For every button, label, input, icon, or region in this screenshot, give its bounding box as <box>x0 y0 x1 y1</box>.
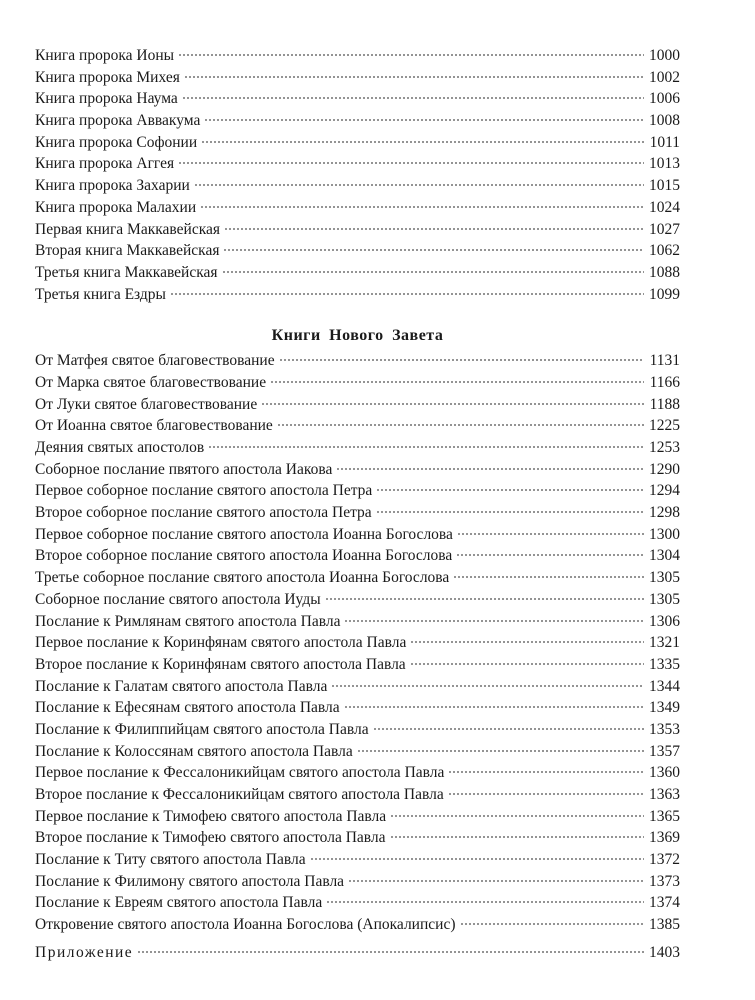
dot-leader <box>410 640 644 644</box>
toc-entry-page: 1335 <box>649 655 680 673</box>
toc-entry-title: От Иоанна святое благовествование <box>35 417 273 435</box>
dot-leader <box>331 684 644 688</box>
toc-entry-title: Послание к Филимону святого апостола Павла <box>35 872 345 890</box>
toc-entry-page: 1294 <box>649 482 680 500</box>
toc-entry-appendix[interactable] <box>35 942 680 964</box>
toc-entry-page: 1166 <box>649 373 680 391</box>
dot-leader <box>277 423 644 427</box>
toc-entry[interactable] <box>35 437 680 459</box>
toc-entry-page: 1403 <box>649 943 680 961</box>
toc-entry-page: 1365 <box>649 807 680 825</box>
toc-entry-page: 1344 <box>649 677 680 695</box>
dot-leader <box>208 445 644 449</box>
toc-entry[interactable] <box>35 175 680 197</box>
toc-entry-title: От Луки святое благовествование <box>35 395 258 413</box>
toc-entry-page: 1385 <box>649 916 680 934</box>
toc-entry[interactable] <box>35 892 680 914</box>
toc-entry[interactable] <box>35 110 680 132</box>
toc-entry[interactable] <box>35 719 680 741</box>
section-heading-new-testament: Книги Нового Завета <box>271 327 444 345</box>
toc-entry-page: 1357 <box>649 742 680 760</box>
dot-leader <box>137 950 644 954</box>
toc-entry[interactable] <box>35 459 680 481</box>
dot-leader <box>453 575 644 579</box>
toc-entry-page: 1099 <box>649 285 680 303</box>
toc-entry-page: 1225 <box>649 417 680 435</box>
toc-entry-title: Второе послание к Тимофею святого апостола Павла <box>35 829 386 847</box>
toc-entry[interactable] <box>35 871 680 893</box>
toc-entry-title: Третья книга Ездры <box>35 285 166 303</box>
toc-entry-title: Послание к Филиппийцам святого апостола Павла <box>35 720 369 738</box>
toc-entry[interactable] <box>35 697 680 719</box>
toc-entry-title: Первое послание к Фессалоникийцам святого апостола Павла <box>35 764 445 782</box>
dot-leader <box>223 248 644 252</box>
toc-entry-page: 1024 <box>649 198 680 216</box>
toc-entry[interactable] <box>35 762 680 784</box>
toc-entry-page: 1374 <box>649 894 680 912</box>
toc-entry-page: 1349 <box>649 699 680 717</box>
dot-leader <box>460 922 645 926</box>
dot-leader <box>357 749 644 753</box>
toc-entry[interactable] <box>35 415 680 437</box>
toc-entry[interactable] <box>35 611 680 633</box>
toc-entry-title: Послание к Ефесянам святого апостола Павла <box>35 699 340 717</box>
toc-entry-title: Книга пророка Софонии <box>35 133 198 151</box>
dot-leader <box>261 402 644 406</box>
toc-entry-title: Первая книга Маккавейская <box>35 220 221 238</box>
dot-leader <box>194 183 644 187</box>
dot-leader <box>184 75 644 79</box>
toc-entry[interactable] <box>35 88 680 110</box>
toc-entry-page: 1321 <box>649 634 680 652</box>
toc-entry[interactable] <box>35 676 680 698</box>
toc-entry-page: 1006 <box>649 90 680 108</box>
toc-entry-title: Второе послание к Коринфянам святого апостола Павла <box>35 655 406 673</box>
dot-leader <box>170 292 644 296</box>
toc-entry-page: 1369 <box>649 829 680 847</box>
dot-leader <box>344 705 644 709</box>
toc-entry-page: 1015 <box>649 177 680 195</box>
toc-entry-page: 1360 <box>649 764 680 782</box>
toc-entry-title: Книга пророка Аввакума <box>35 112 201 130</box>
toc-entry-title: Второе соборное послание святого апостола Петра <box>35 504 372 522</box>
toc-entry-page: 1027 <box>649 220 680 238</box>
toc-entry-page: 1306 <box>649 612 680 630</box>
toc-entry-page: 1305 <box>649 569 680 587</box>
toc-entry[interactable] <box>35 197 680 219</box>
toc-entry-page: 1000 <box>649 47 680 64</box>
dot-leader <box>410 662 644 666</box>
dot-leader <box>448 770 644 774</box>
toc-entry[interactable] <box>35 372 680 394</box>
dot-leader <box>325 597 644 601</box>
toc-entry-page: 1008 <box>649 112 680 130</box>
toc-entry-title: Третья книга Маккавейская <box>35 263 218 281</box>
toc-entry-page: 1011 <box>649 133 680 151</box>
old-testament-list <box>35 45 680 305</box>
toc-entry[interactable] <box>35 219 680 241</box>
toc-entry[interactable] <box>35 654 680 676</box>
dot-leader <box>344 619 644 623</box>
toc-entry[interactable] <box>35 827 680 849</box>
toc-entry-page: 1305 <box>649 590 680 608</box>
toc-entry[interactable] <box>35 502 680 524</box>
dot-leader <box>326 900 644 904</box>
toc-entry[interactable] <box>35 262 680 284</box>
dot-leader <box>310 857 644 861</box>
toc-entry-page: 1013 <box>649 155 680 173</box>
toc-entry[interactable] <box>35 567 680 589</box>
dot-leader <box>456 553 644 557</box>
toc-entry[interactable] <box>35 632 680 654</box>
toc-entry-page: 1300 <box>649 525 680 543</box>
toc-entry[interactable] <box>35 240 680 262</box>
toc-entry[interactable] <box>35 545 680 567</box>
toc-entry-page: 1373 <box>649 872 680 890</box>
toc-entry[interactable] <box>35 45 680 67</box>
toc-entry-title: Соборное послание пвятого апостола Иакова <box>35 460 333 478</box>
toc-entry[interactable] <box>35 849 680 871</box>
toc-entry-title: Откровение святого апостола Иоанна Богослова (Апокалипсис) <box>35 916 456 934</box>
dot-leader <box>348 879 644 883</box>
dot-leader <box>390 835 644 839</box>
dot-leader <box>279 358 644 362</box>
dot-leader <box>204 118 644 122</box>
toc-entry-title: Второе послание к Фессалоникийцам святого апостола Павла <box>35 786 444 803</box>
toc-entry-page: 1298 <box>649 504 680 522</box>
toc-entry-title: Соборное послание святого апостола Иуды <box>35 590 321 608</box>
dot-leader <box>376 488 644 492</box>
dot-leader <box>182 96 644 100</box>
toc-entry-title: Книга пророка Наума <box>35 90 178 108</box>
toc-entry-title: Послание к Галатам святого апостола Павла <box>35 677 328 695</box>
dot-leader <box>373 727 644 731</box>
toc-entry-title: Вторая книга Маккавейская <box>35 242 220 260</box>
toc-entry[interactable] <box>35 132 680 154</box>
toc-entry-page: 1088 <box>649 263 680 281</box>
toc-entry-title: Приложение <box>35 943 134 961</box>
toc-entry-title: Книга пророка Малахии <box>35 198 197 216</box>
dot-leader <box>200 205 644 209</box>
toc-entry-page: 1290 <box>649 460 680 478</box>
toc-entry-page: 1304 <box>649 547 680 565</box>
toc-entry[interactable] <box>35 806 680 828</box>
toc-entry-title: Книга пророка Михея <box>35 68 180 86</box>
dot-leader <box>376 510 644 514</box>
toc-entry[interactable] <box>35 394 680 416</box>
toc-entry-title: Послание к Евреям святого апостола Павла <box>35 894 323 912</box>
toc-entry[interactable] <box>35 67 680 89</box>
dot-leader <box>178 161 644 165</box>
toc-entry-page: 1353 <box>649 720 680 738</box>
toc-entry-title: Книга пророка Ионы <box>35 47 175 64</box>
toc-entry-title: От Матфея святое благовествование <box>35 352 275 370</box>
toc-entry[interactable] <box>35 589 680 611</box>
table-of-contents <box>35 45 680 964</box>
toc-entry-page: 1002 <box>649 68 680 86</box>
toc-entry-title: Послание к Титу святого апостола Павла <box>35 851 306 869</box>
toc-entry-title: Книга пророка Захарии <box>35 177 190 195</box>
toc-entry-title: Второе соборное послание святого апостола Иоанна Богослова <box>35 547 453 565</box>
toc-entry-page: 1131 <box>649 352 680 370</box>
dot-leader <box>448 792 644 796</box>
toc-entry-title: Первое соборное послание святого апостола Петра <box>35 482 373 500</box>
toc-entry-page: 1253 <box>649 439 680 456</box>
toc-entry[interactable] <box>35 480 680 502</box>
toc-entry-title: Первое послание к Тимофею святого апостола Павла <box>35 807 387 825</box>
dot-leader <box>336 467 644 471</box>
toc-entry-title: Первое соборное послание святого апостола Иоанна Богослова <box>35 525 453 543</box>
toc-entry-title: Первое послание к Коринфянам святого апостола Павла <box>35 634 407 652</box>
toc-entry-title: От Марка святое благовествование <box>35 373 267 391</box>
toc-entry-title: Третье соборное послание святого апостола Иоанна Богослова <box>35 569 450 587</box>
toc-entry-title: Деяния святых апостолов <box>35 439 205 456</box>
toc-entry-title: Послание к Колоссянам святого апостола Павла <box>35 742 353 760</box>
toc-entry[interactable] <box>35 524 680 546</box>
dot-leader <box>390 814 644 818</box>
toc-entry[interactable] <box>35 914 680 936</box>
dot-leader <box>201 140 644 144</box>
toc-entry[interactable] <box>35 153 680 175</box>
dot-leader <box>224 227 644 231</box>
dot-leader <box>222 270 644 274</box>
toc-entry-page: 1363 <box>649 786 680 803</box>
toc-entry[interactable] <box>35 350 680 372</box>
dot-leader <box>178 53 644 57</box>
toc-entry-page: 1062 <box>649 242 680 260</box>
dot-leader <box>457 532 644 536</box>
toc-entry-page: 1188 <box>649 395 680 413</box>
toc-entry[interactable] <box>35 784 680 806</box>
toc-entry[interactable] <box>35 284 680 306</box>
new-testament-list <box>35 350 680 936</box>
dot-leader <box>270 380 644 384</box>
toc-entry[interactable] <box>35 741 680 763</box>
toc-entry-title: Послание к Римлянам святого апостола Павла <box>35 612 341 630</box>
toc-entry-title: Книга пророка Аггея <box>35 155 175 173</box>
toc-entry-page: 1372 <box>649 851 680 869</box>
